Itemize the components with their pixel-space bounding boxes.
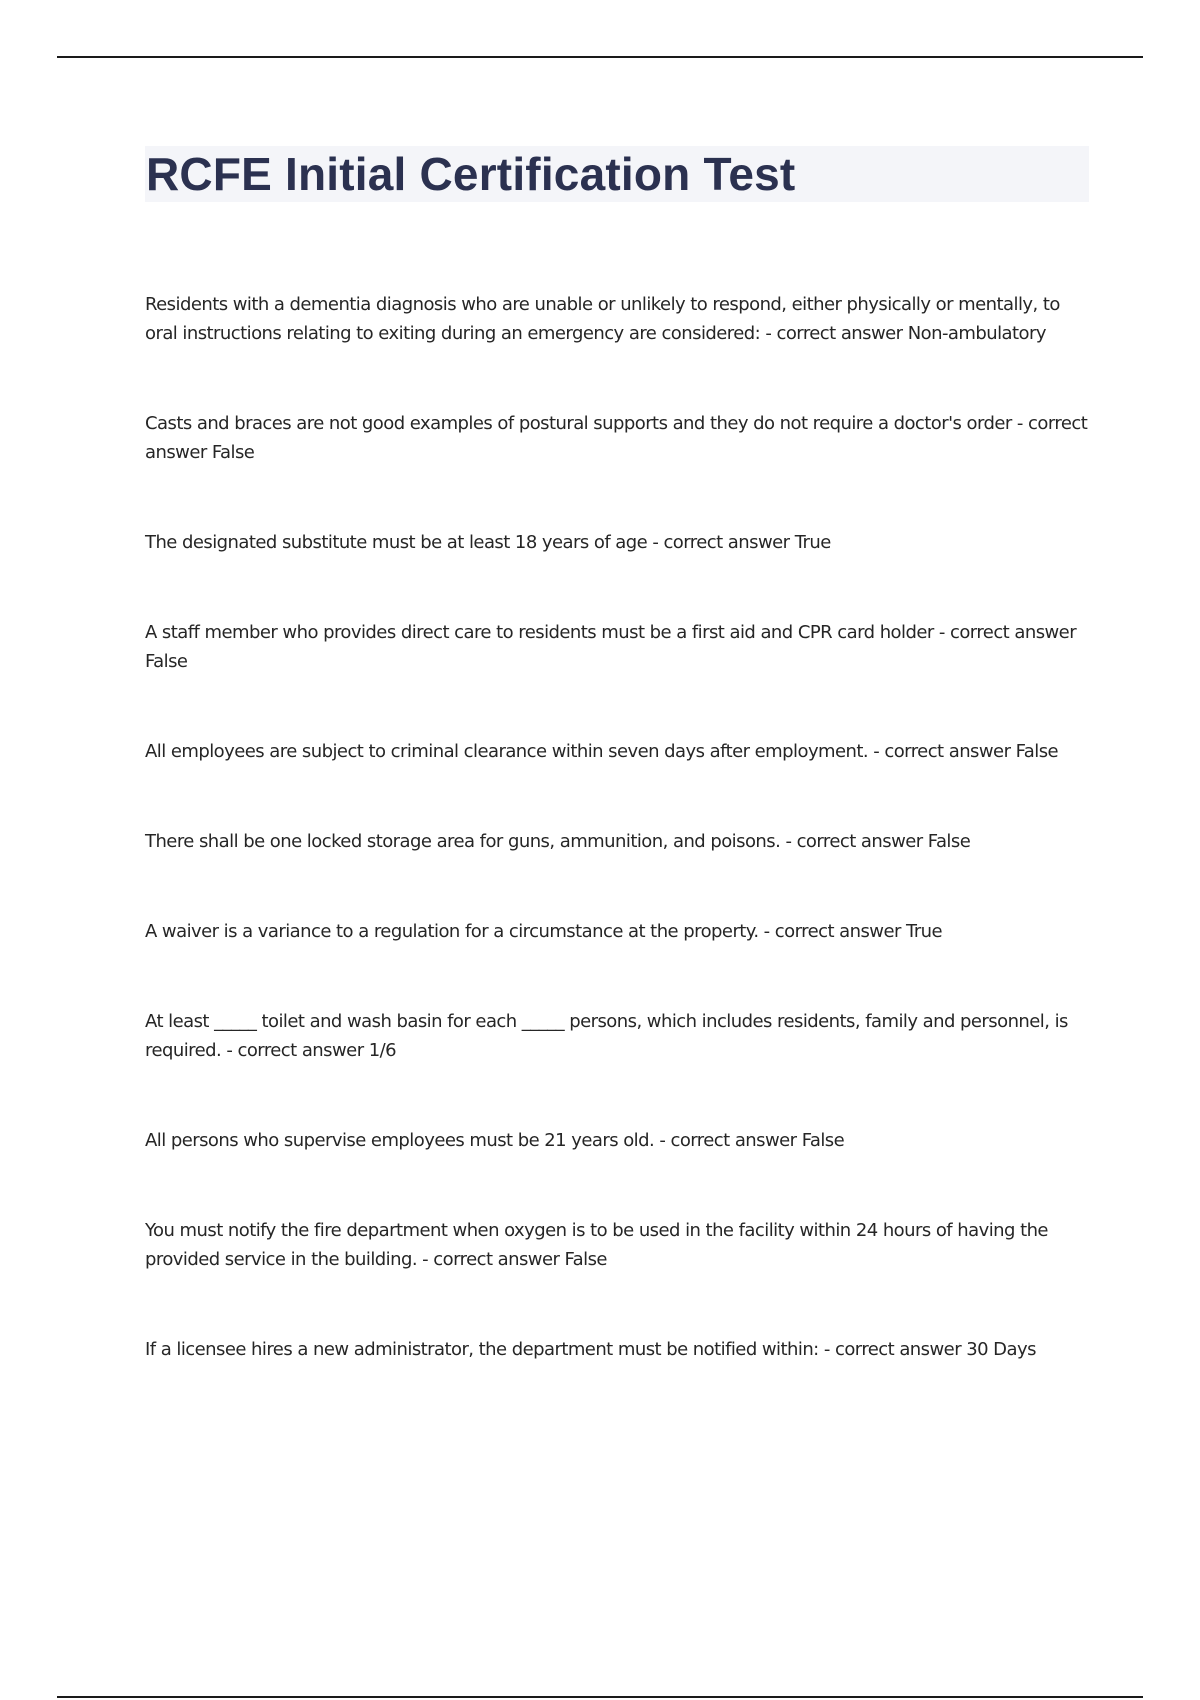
question-item: If a licensee hires a new administrator, the department must be notified within: - correct answer 30 Days bbox=[145, 1339, 1036, 1360]
question-item: You must notify the fire department when oxygen is to be used in the facility within 24 hours of having the provided service in the building. - correct answer False bbox=[145, 1220, 1048, 1270]
question-item: At least _____ toilet and wash basin for each _____ persons, which includes residents, family and personnel, is required. - correct answer 1/6 bbox=[145, 1011, 1068, 1061]
question-item: Casts and braces are not good examples of postural supports and they do not require a doctor's order - correct answer False bbox=[145, 413, 1088, 463]
page-title: RCFE Initial Certification Test bbox=[146, 148, 796, 200]
question-item: The designated substitute must be at least 18 years of age - correct answer True bbox=[145, 532, 831, 553]
question-item: All persons who supervise employees must be 21 years old. - correct answer False bbox=[145, 1130, 845, 1151]
question-item: Residents with a dementia diagnosis who are unable or unlikely to respond, either physically or mentally, to oral instructions relating to exiting during an emergency are considered: - correct answer Non-ambulatory bbox=[145, 294, 1060, 344]
header-rule bbox=[57, 56, 1143, 58]
question-list bbox=[145, 290, 1095, 1364]
question-item: A staff member who provides direct care to residents must be a first aid and CPR card holder - correct answer False bbox=[145, 622, 1077, 672]
question-item: A waiver is a variance to a regulation for a circumstance at the property. - correct answer True bbox=[145, 921, 943, 942]
question-item: All employees are subject to criminal clearance within seven days after employment. - correct answer False bbox=[145, 741, 1059, 762]
footer-rule bbox=[57, 1696, 1143, 1698]
question-item: There shall be one locked storage area for guns, ammunition, and poisons. - correct answer False bbox=[145, 831, 971, 852]
